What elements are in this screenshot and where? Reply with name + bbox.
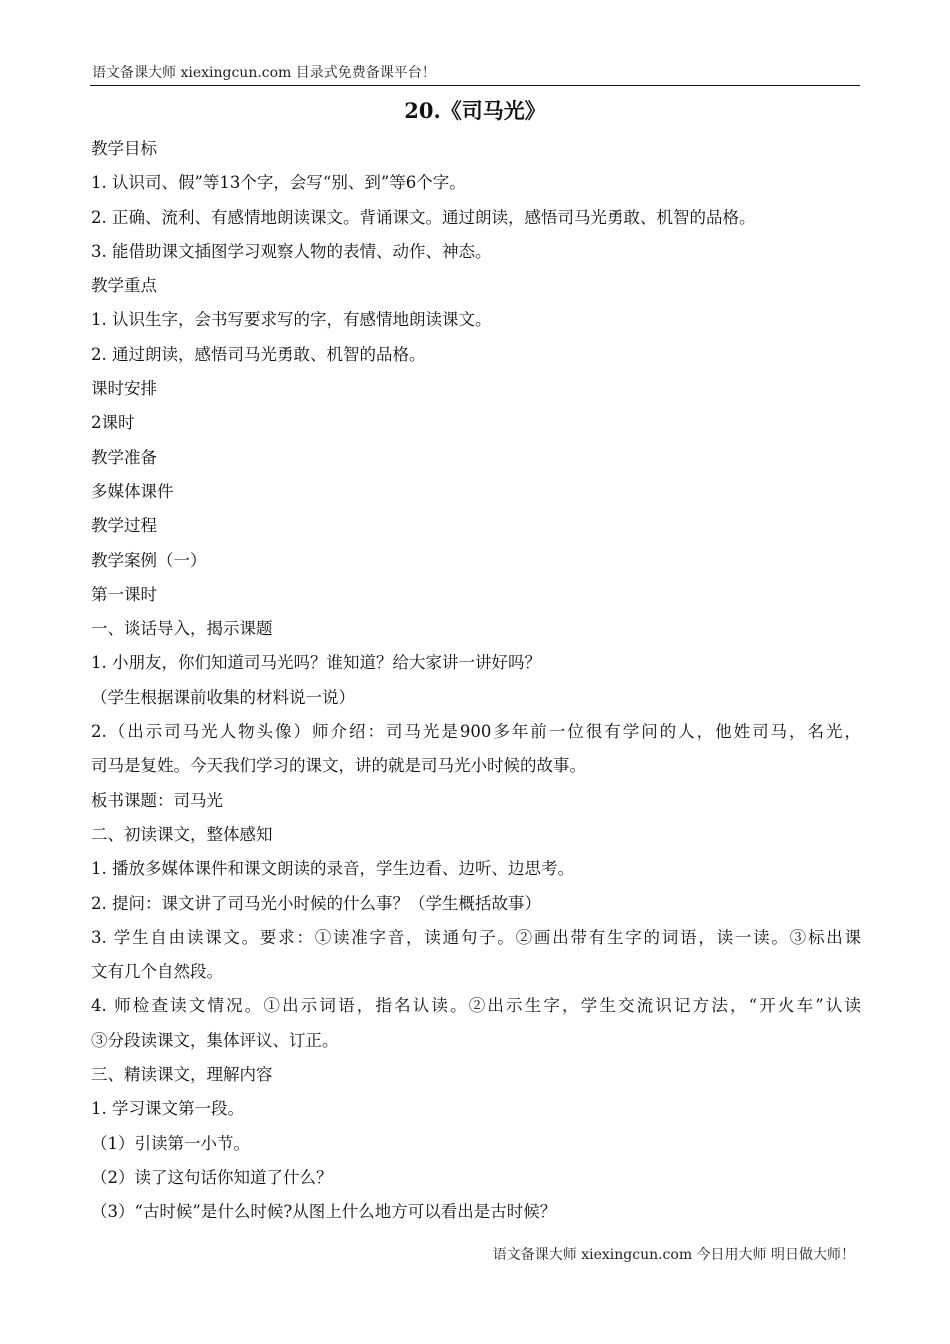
text-line: 板书课题：司马光 [91,790,223,810]
text-line: （3）“古时候”是什么时候?从图上什么地方可以看出是古时候？ [91,1202,557,1222]
text-line: 1. 学习课文第一段。 [91,1099,244,1119]
text-line: 教学过程 [91,516,157,536]
header-divider [90,85,860,86]
text-line: 课时安排 [91,379,157,399]
document-body [91,132,861,1230]
text-line: 3. 能借助课文插图学习观察人物的表情、动作、神态。 [91,241,492,261]
text-line: 2. 正确、流利、有感情地朗读课文。背诵课文。通过朗读，感悟司马光勇敢、机智的品格。 [91,207,756,227]
text-line: 1. 播放多媒体课件和课文朗读的录音，学生边看、边听、边思考。 [91,859,574,879]
text-line: 2课时 [91,413,135,433]
text-line: 文有几个自然段。 [91,962,223,982]
text-line: 2. 通过朗读，感悟司马光勇敢、机智的品格。 [91,344,426,364]
text-line: 2. 提问：课文讲了司马光小时候的什么事？（学生概括故事） [91,893,541,913]
text-line: 1. 认识司、假”等13个字，会写“别、到”等6个字。 [91,173,466,193]
page-header: 语文备课大师 xiexingcun.com 目录式免费备课平台！ [92,65,436,81]
text-line: （2）读了这句话你知道了什么？ [91,1167,333,1187]
text-line: 2.（出示司马光人物头像）师介绍：司马光是900多年前一位很有学问的人，他姓司马，名光， [91,722,861,742]
text-line: 1. 认识生字，会书写要求写的字，有感情地朗读课文。 [91,310,492,330]
document-title: 20.《司马光》 [404,98,546,123]
text-line: 多媒体课件 [91,481,174,501]
text-line: 司马是复姓。今天我们学习的课文，讲的就是司马光小时候的故事。 [91,756,586,776]
text-line: 三、精读课文，理解内容 [91,1065,273,1085]
text-line: 3. 学生自由读课文。要求：①读准字音，读通句子。②画出带有生字的词语，读一读。③标出课 [91,927,861,947]
text-line: （学生根据课前收集的材料说一说） [91,687,355,707]
text-line: 4. 师检查读文情况。①出示词语，指名认读。②出示生字，学生交流识记方法，“开火车”认读 [91,996,861,1016]
text-line: 第一课时 [91,584,157,604]
text-line: 一、谈话导入，揭示课题 [91,619,273,639]
text-line: 1. 小朋友，你们知道司马光吗？谁知道？给大家讲一讲好吗？ [91,653,541,673]
text-line: 教学案例（一） [91,550,207,570]
text-line: 教学目标 [91,139,157,158]
text-line: 教学重点 [91,276,157,296]
text-line: 教学准备 [91,447,157,467]
text-line: ③分段读课文，集体评议、订正。 [91,1030,339,1050]
page-footer: 语文备课大师 xiexingcun.com 今日用大师 明日做大师！ [492,1247,855,1263]
text-line: （1）引读第一小节。 [91,1133,250,1153]
text-line: 二、初读课文，整体感知 [91,824,273,844]
